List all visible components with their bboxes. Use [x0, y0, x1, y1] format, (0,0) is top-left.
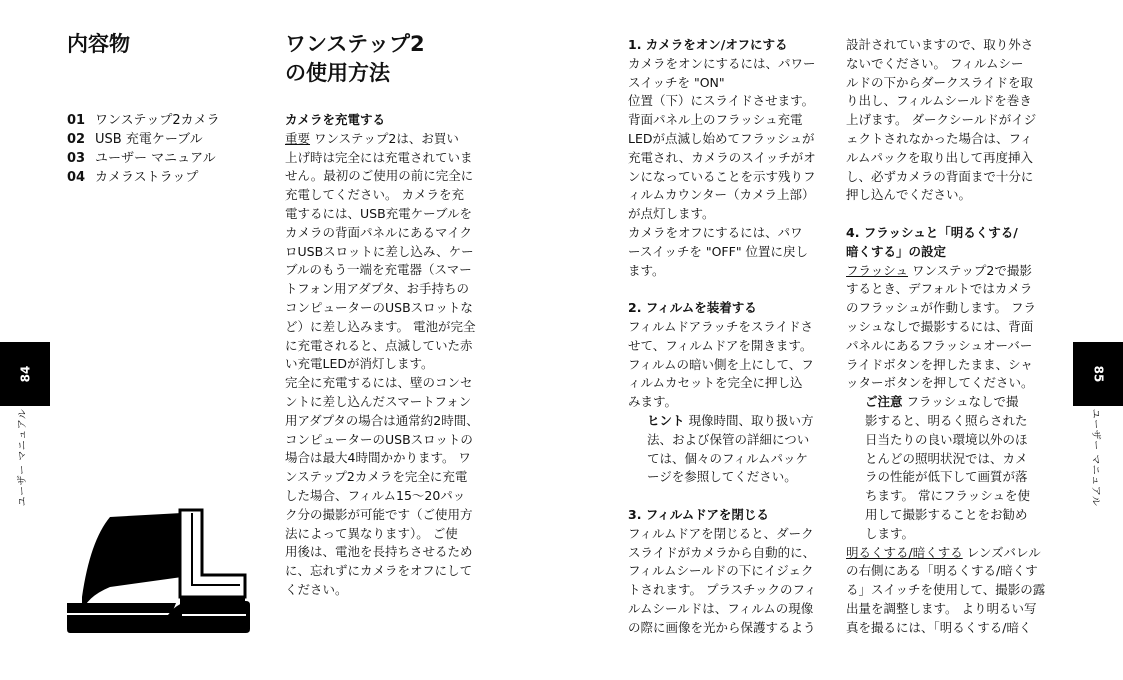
- text-line: 真を撮るには、「明るくする/暗く: [846, 619, 1032, 635]
- text-line: 日当たりの良い環境以外のほ: [865, 431, 1028, 447]
- page-number-tab: [1073, 342, 1123, 406]
- text-line: ください。: [285, 581, 348, 597]
- important-label: 重要: [285, 130, 311, 146]
- section-heading: 3. フィルムドアを閉じる: [628, 506, 769, 522]
- contents-item-number: 02: [67, 132, 86, 147]
- contents-item-label: カメラストラップ: [95, 170, 199, 185]
- brightness-label: 明るくする/暗くする: [846, 544, 963, 560]
- text-line: トされます。 プラスチックのフィ: [628, 582, 817, 598]
- text-line: します。: [865, 525, 915, 541]
- text-line: ルムパックを取り出して再度挿入: [846, 149, 1034, 165]
- text-line: スイッチを "ON": [628, 74, 725, 90]
- text-line: ィルムカウンター（カメラ上部）: [628, 187, 815, 203]
- text-line: ントに差し込んだスマートフォン: [285, 393, 472, 409]
- text-line: カメラの背面パネルにあるマイク: [285, 224, 473, 240]
- text-line: ルムシールドは、フィルムの現像: [628, 600, 814, 616]
- text-line: 法、および保管の詳細につい: [647, 431, 810, 447]
- section-heading: 1. カメラをオン/オフにする: [628, 37, 788, 52]
- text-line: 現像時間、取り扱い方: [684, 412, 814, 428]
- text-line: ちます。 常にフラッシュを使: [865, 488, 1030, 504]
- text-line: のフラッシュが作動します。 フラ: [846, 300, 1036, 316]
- text-line: の際に画像を光から保護するよう: [628, 619, 816, 635]
- text-line: 設計されていますので、取り外さ: [846, 37, 1034, 52]
- text-line: カメラをオンにするには、パワー: [628, 55, 816, 71]
- text-line: ワンステップ2で撮影: [908, 262, 1032, 278]
- text-line: 電するには、USB充電ケーブルを: [285, 205, 473, 221]
- text-line: みます。: [628, 394, 678, 410]
- text-line: 法によって異なります）。 ご使: [285, 525, 458, 541]
- text-line: スライドがカメラから自動的に、: [628, 544, 816, 560]
- contents-item-label: USB 充電ケーブル: [95, 132, 203, 147]
- text-line: ては、個々のフィルムパッケ: [647, 450, 809, 466]
- text-line: い充電LEDが消灯します。: [285, 356, 434, 372]
- text-line: するとき、デフォルトではカメラ: [846, 281, 1033, 297]
- text-line: ッシュなしで撮影するには、背面: [846, 318, 1034, 334]
- text-line: ライドボタンを押したまま、シャ: [846, 356, 1033, 372]
- text-line: の右側にある「明るくする/暗くす: [846, 563, 1038, 579]
- text-line: フィルムの暗い側を上にして、フ: [628, 356, 814, 372]
- text-line: ブルのもう一端を充電器（スマー: [285, 262, 472, 278]
- text-line: ェクトされなかった場合は、フィ: [846, 130, 1033, 146]
- text-line: る」スイッチを使用して、撮影の露: [846, 582, 1046, 598]
- page-number: 84: [17, 365, 32, 383]
- text-line: に充電されると、点滅していた赤: [285, 337, 473, 353]
- page-number-tab: [0, 342, 50, 406]
- page-number: 85: [1090, 365, 1105, 383]
- text-line: 上げ時は完全には充電されていま: [285, 149, 473, 165]
- text-line: フィルムドアを閉じると、ダーク: [628, 525, 814, 541]
- text-line: 影すると、明るく照らされた: [865, 412, 1028, 428]
- text-line: した場合、フィルム15〜20パッ: [285, 487, 466, 503]
- text-line: ルドの下からダークスライドを取: [846, 74, 1034, 90]
- text-line: に、忘れずにカメラをオフにして: [285, 563, 473, 579]
- text-line: とんどの照明状況では、カメ: [865, 450, 1028, 466]
- text-line: 背面パネル上のフラッシュ充電: [628, 112, 803, 128]
- text-line: が点灯します。: [628, 206, 715, 222]
- text-line: ィルムカセットを完全に押し込: [628, 375, 803, 391]
- usage-title: [285, 30, 425, 88]
- text-line: し、必ずカメラの背面まで十分に: [846, 168, 1034, 184]
- caution-note: [846, 393, 1061, 543]
- flash-label: フラッシュ: [846, 262, 909, 278]
- text-line: せん。最初のご使用の前に完全に: [285, 168, 474, 184]
- side-label: ユーザー マニュアル: [17, 408, 29, 507]
- contents-item-number: 01: [67, 113, 86, 128]
- contents-item-label: ユーザー マニュアル: [95, 151, 216, 166]
- text-line: ンになっていることを示す残りフ: [628, 168, 816, 184]
- contents-item-label: ワンステップ2カメラ: [95, 113, 220, 128]
- section-heading: 暗くする」の設定: [846, 243, 947, 259]
- contents-item: [67, 168, 220, 187]
- text-line: ージを参照してください。: [647, 469, 797, 485]
- contents-item-number: 04: [67, 170, 86, 185]
- text-line: レンズバレル: [962, 544, 1041, 560]
- text-line: ク分の撮影が可能です（ご使用方: [285, 506, 473, 522]
- right-column-2: [846, 36, 1061, 638]
- text-line: ンステップ2カメラを完全に充電: [285, 469, 468, 485]
- text-line: 充電してください。 カメラを充: [285, 187, 464, 203]
- text-line: 出量を調整します。 より明るい写: [846, 600, 1037, 616]
- right-column-1: [628, 36, 838, 638]
- section-heading: 2. フィルムを装着する: [628, 300, 757, 316]
- text-line: せて、フィルムドアを開きます。: [628, 337, 813, 353]
- contents-item: [67, 149, 220, 168]
- text-line: 場合は最大4時間かかります。 ワ: [285, 450, 471, 466]
- text-line: 完全に充電するには、壁のコンセ: [285, 375, 473, 391]
- charging-heading: カメラを充電する: [285, 112, 386, 127]
- contents-item: [67, 130, 220, 149]
- text-line: ッターボタンを押してください。: [846, 375, 1034, 391]
- text-line: コンピューターのUSBスロットの: [285, 431, 473, 447]
- text-line: ます。: [628, 262, 665, 278]
- text-line: 用後は、電池を長持ちさせるため: [285, 544, 473, 560]
- caution-label: ご注意: [865, 394, 903, 410]
- usage-title-line: の使用方法: [285, 61, 390, 85]
- text-line: 押し込んでください。: [846, 187, 972, 203]
- text-line: ースイッチを "OFF" 位置に戻し: [628, 243, 809, 259]
- text-line: 充電され、カメラのスイッチがオ: [628, 149, 816, 165]
- text-line: り出し、フィルムシールドを巻き: [846, 93, 1032, 109]
- text-line: カメラをオフにするには、パワ: [628, 224, 803, 240]
- text-line: フィルムシールドの下にイジェク: [628, 563, 814, 579]
- text-line: ワンステップ2は、お買い: [310, 130, 459, 146]
- text-line: コンピューターのUSBスロットな: [285, 299, 473, 315]
- text-line: フラッシュなしで撮: [902, 394, 1019, 410]
- text-line: フィルムドアラッチをスライドさ: [628, 318, 814, 334]
- text-line: パネルにあるフラッシュオーバー: [846, 337, 1033, 353]
- text-line: LEDが点滅し始めてフラッシュが: [628, 130, 815, 146]
- contents-list: [67, 111, 220, 187]
- text-line: 用して撮影することをお勧め: [865, 506, 1028, 522]
- hint-note: [628, 412, 838, 487]
- text-line: トフォン用アダプタ、お手持ちの: [285, 281, 470, 297]
- text-line: ロUSBスロットに差し込み、ケー: [285, 243, 474, 259]
- section-heading: 4. フラッシュと「明るくする/: [846, 224, 1018, 240]
- charging-section: [285, 111, 500, 600]
- side-label: ユーザー マニュアル: [1089, 408, 1101, 507]
- text-line: 用アダプタの場合は通常約2時間、: [285, 412, 479, 428]
- text-line: ないでください。 フィルムシー: [846, 55, 1024, 71]
- contents-title: 内容物: [67, 32, 130, 56]
- charging-paragraph: [285, 130, 500, 149]
- text-line: 位置（下）にスライドさせます。: [628, 93, 815, 109]
- text-line: ど）に差し込みます。 電池が完全: [285, 318, 476, 334]
- contents-item-number: 03: [67, 151, 86, 166]
- camera-illustration: [64, 505, 250, 635]
- text-line: 上げます。 ダークシールドがイジ: [846, 112, 1037, 128]
- hint-label: ヒント: [647, 412, 685, 428]
- text-line: ラの性能が低下して画質が落: [865, 469, 1028, 485]
- usage-title-line: ワンステップ2: [285, 32, 425, 56]
- contents-item: [67, 111, 220, 130]
